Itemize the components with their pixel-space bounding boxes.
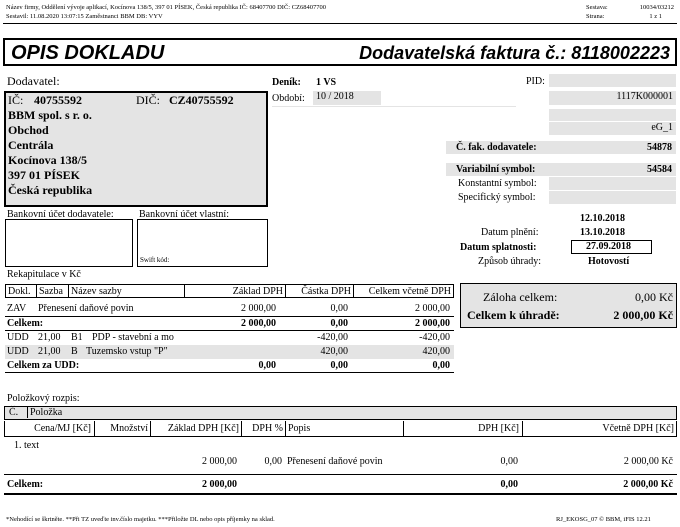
supplier-label: Dodavatel: bbox=[7, 74, 60, 88]
strana-value: 1 z 1 bbox=[649, 13, 662, 20]
items-head-dph: DPH [Kč] bbox=[478, 423, 519, 434]
ic-label: IČ: bbox=[8, 93, 24, 107]
udd-sazba: 21,00 bbox=[38, 332, 61, 343]
items-head-1 bbox=[4, 406, 677, 420]
udd-celkem: -420,00 bbox=[419, 332, 450, 343]
dic-label: DIČ: bbox=[136, 93, 160, 107]
recap-zav-dph: 0,00 bbox=[330, 303, 348, 314]
items-head-cena: Cena/MJ [Kč] bbox=[34, 423, 91, 434]
plneni-label: Datum plnění: bbox=[481, 227, 539, 238]
udd-sazba: 21,00 bbox=[38, 346, 61, 357]
udd-code: B1 bbox=[71, 332, 83, 343]
pid-field bbox=[549, 74, 676, 87]
supplier-bank-label: Bankovní účet dodavatele: bbox=[7, 209, 114, 220]
item-dph-pct: 0,00 bbox=[264, 456, 282, 467]
items-total-vcetne: 2 000,00 Kč bbox=[623, 479, 673, 490]
recap-head-celkem: Celkem včetně DPH bbox=[354, 285, 454, 298]
denik-value: 1 VS bbox=[316, 77, 337, 88]
supplier-line: BBM spol. s r. o. bbox=[8, 108, 92, 122]
uhrada-label: Způsob úhrady: bbox=[478, 256, 542, 267]
udd-dokl: UDD bbox=[7, 346, 29, 357]
udd-dph: 420,00 bbox=[320, 346, 348, 357]
own-bank-box bbox=[137, 219, 268, 267]
udd-total-label: Celkem za UDD: bbox=[7, 360, 80, 371]
obdobi-field bbox=[313, 91, 381, 105]
udd-total-dph: 0,00 bbox=[330, 360, 348, 371]
own-bank-label: Bankovní účet vlastní: bbox=[139, 209, 229, 220]
recap-head-castka: Částka DPH bbox=[286, 285, 354, 298]
splatnost-value: 27.09.2018 bbox=[571, 240, 652, 254]
supplier-line: Česká republika bbox=[8, 183, 93, 197]
compiled-line: Sestavil: 11.08.2020 13:07:15 Zaměstnanci BBM DB: VYV bbox=[6, 13, 163, 20]
items-head-vcetne: Včetně DPH [Kč] bbox=[602, 423, 674, 434]
supplier-line: Kocínova 138/5 bbox=[8, 153, 88, 167]
ks-label: Konstantní symbol: bbox=[458, 178, 537, 189]
doc-title: OPIS DOKLADU bbox=[11, 42, 165, 64]
eg-value: eG_1 bbox=[549, 122, 676, 135]
invoice-number-title: Dodavatelská faktura č.: 8118002223 bbox=[359, 43, 670, 63]
zaloha-label: Záloha celkem: bbox=[483, 290, 558, 304]
item-zaklad: 2 000,00 bbox=[202, 456, 237, 467]
item-dph: 0,00 bbox=[500, 456, 518, 467]
obdobi-label: Období: bbox=[272, 93, 305, 104]
vs-value: 54584 bbox=[647, 164, 672, 175]
date-top: 12.10.2018 bbox=[580, 213, 625, 224]
zaloha-value: 0,00 Kč bbox=[635, 290, 673, 304]
kuhrade-label: Celkem k úhradě: bbox=[467, 308, 560, 322]
items-head-mnozstvi: Množství bbox=[110, 423, 148, 434]
recap-title: Rekapitulace v Kč bbox=[7, 269, 81, 280]
udd-total-celkem: 0,00 bbox=[432, 360, 450, 371]
recap-zav-dokl: ZAV bbox=[7, 303, 27, 314]
splatnost-label: Datum splatnosti: bbox=[460, 242, 537, 253]
items-head-polozka: Položka bbox=[27, 407, 62, 418]
supplier-bank-box bbox=[5, 219, 133, 267]
sestava-label: Sestava: bbox=[586, 4, 608, 11]
udd-total-zaklad: 0,00 bbox=[258, 360, 276, 371]
swift-label: Swift kód: bbox=[140, 256, 170, 264]
strana-label: Strana: bbox=[586, 13, 605, 20]
dic-value: CZ40755592 bbox=[169, 93, 234, 107]
item-vcetne: 2 000,00 Kč bbox=[623, 456, 673, 467]
recap-celkem-zaklad: 2 000,00 bbox=[241, 318, 276, 329]
supplier-line: Centrála bbox=[8, 138, 54, 152]
items-head-zaklad: Základ DPH [Kč] bbox=[167, 423, 239, 434]
footer-right: RJ_EKOSG_07 © BBM, iFIS 12.21 bbox=[556, 516, 651, 523]
recap-table bbox=[5, 284, 454, 298]
recap-celkem-label: Celkem: bbox=[7, 318, 44, 329]
udd-dph: -420,00 bbox=[317, 332, 348, 343]
items-head-popis: Popis bbox=[288, 423, 311, 434]
items-title: Položkový rozpis: bbox=[7, 393, 80, 404]
recap-head-zaklad: Základ DPH bbox=[185, 285, 286, 298]
items-total-zaklad: 2 000,00 bbox=[202, 479, 237, 490]
supplier-line: 397 01 PÍSEK bbox=[8, 168, 81, 182]
kuhrade-value: 2 000,00 Kč bbox=[613, 308, 673, 322]
recap-zav-zaklad: 2 000,00 bbox=[241, 303, 276, 314]
items-total-label: Celkem: bbox=[7, 479, 44, 490]
recap-head-sazba: Sazba bbox=[37, 285, 69, 298]
title-bar bbox=[3, 38, 677, 66]
pid-label: PID: bbox=[526, 76, 545, 87]
recap-celkem-total: 2 000,00 bbox=[415, 318, 450, 329]
recap-zav-celkem: 2 000,00 bbox=[415, 303, 450, 314]
fak-value: 54878 bbox=[647, 142, 672, 153]
udd-nazev: Tuzemsko vstup "P" bbox=[86, 346, 168, 357]
pid-value: 1117K000001 bbox=[549, 91, 676, 105]
items-head-dph-pct: DPH % bbox=[252, 423, 283, 434]
pid-extra-field bbox=[549, 109, 676, 121]
supplier-line: Obchod bbox=[8, 123, 49, 137]
obdobi-value: 10 / 2018 bbox=[316, 91, 354, 102]
firm-line: Název firmy, Oddělení vývoje aplikací, Kocínova 138/5, 397 01 PÍSEK, Česká republika IČ: 68407700 DIČ: CZ68407700 bbox=[6, 4, 327, 11]
udd-nazev: PDP - stavební a mo bbox=[92, 332, 174, 343]
vs-label: Variabilní symbol: bbox=[456, 164, 536, 175]
recap-head-nazev: Název sazby bbox=[69, 285, 185, 298]
footer-note: *Nehodící se škrtněte. **Při TZ uveďte inv.číslo majetku. ***Přiložte DL nebo opis příjemky na sklad. bbox=[6, 516, 275, 523]
totals-box bbox=[460, 283, 677, 328]
recap-celkem-dph: 0,00 bbox=[330, 318, 348, 329]
items-head-no: Č. bbox=[9, 407, 19, 418]
ss-label: Specifický symbol: bbox=[458, 192, 536, 203]
udd-code: B bbox=[71, 346, 78, 357]
item-label: 1. text bbox=[14, 440, 39, 451]
udd-dokl: UDD bbox=[7, 332, 29, 343]
supplier-box bbox=[4, 91, 268, 207]
denik-label: Deník: bbox=[272, 77, 301, 88]
items-total-dph: 0,00 bbox=[500, 479, 518, 490]
ic-value: 40755592 bbox=[34, 93, 82, 107]
plneni-value: 13.10.2018 bbox=[580, 227, 625, 238]
uhrada-value: Hotovostí bbox=[588, 256, 630, 267]
recap-zav-nazev: Přenesení daňové povin bbox=[38, 303, 134, 314]
fak-label: Č. fak. dodavatele: bbox=[456, 142, 537, 153]
sestava-value: 10034/03212 bbox=[639, 4, 674, 11]
items-head-2 bbox=[4, 421, 677, 437]
supplier-address bbox=[8, 108, 92, 198]
udd-celkem: 420,00 bbox=[422, 346, 450, 357]
item-popis: Přenesení daňové povin bbox=[287, 456, 383, 467]
recap-head-dokl: Dokl. bbox=[6, 285, 37, 298]
